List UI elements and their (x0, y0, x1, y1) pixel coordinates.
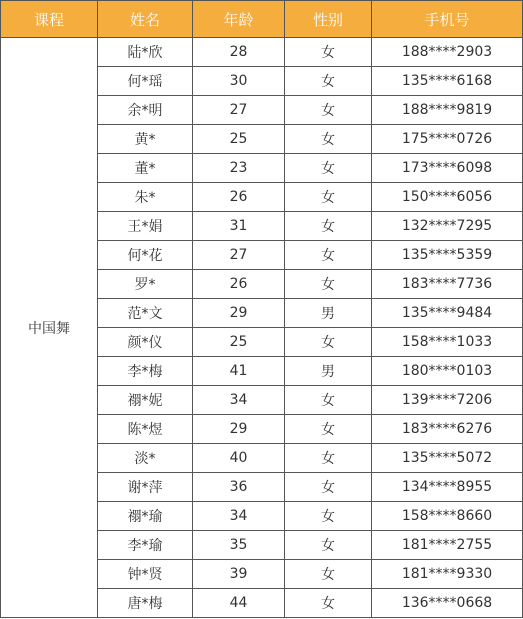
header-age: 年龄 (193, 1, 285, 38)
gender-cell: 女 (285, 560, 372, 589)
name-cell: 余*明 (98, 96, 193, 125)
age-cell: 27 (193, 96, 285, 125)
gender-cell: 女 (285, 589, 372, 618)
name-cell: 禤*妮 (98, 386, 193, 415)
phone-cell: 173****6098 (372, 154, 523, 183)
phone-cell: 188****2903 (372, 38, 523, 67)
gender-cell: 女 (285, 67, 372, 96)
age-cell: 35 (193, 531, 285, 560)
name-cell: 王*娟 (98, 212, 193, 241)
gender-cell: 女 (285, 415, 372, 444)
gender-cell: 女 (285, 502, 372, 531)
header-phone: 手机号 (372, 1, 523, 38)
gender-cell: 男 (285, 299, 372, 328)
name-cell: 董* (98, 154, 193, 183)
name-cell: 罗* (98, 270, 193, 299)
age-cell: 23 (193, 154, 285, 183)
header-course: 课程 (1, 1, 98, 38)
age-cell: 26 (193, 183, 285, 212)
phone-cell: 150****6056 (372, 183, 523, 212)
phone-cell: 135****6168 (372, 67, 523, 96)
gender-cell: 女 (285, 473, 372, 502)
age-cell: 31 (193, 212, 285, 241)
age-cell: 25 (193, 328, 285, 357)
gender-cell: 男 (285, 357, 372, 386)
gender-cell: 女 (285, 212, 372, 241)
phone-cell: 188****9819 (372, 96, 523, 125)
phone-cell: 158****1033 (372, 328, 523, 357)
age-cell: 36 (193, 473, 285, 502)
name-cell: 李*瑜 (98, 531, 193, 560)
phone-cell: 136****0668 (372, 589, 523, 618)
phone-cell: 180****0103 (372, 357, 523, 386)
gender-cell: 女 (285, 386, 372, 415)
phone-cell: 183****6276 (372, 415, 523, 444)
gender-cell: 女 (285, 531, 372, 560)
age-cell: 41 (193, 357, 285, 386)
age-cell: 29 (193, 299, 285, 328)
table-row (1, 38, 523, 67)
name-cell: 何*花 (98, 241, 193, 270)
name-cell: 谢*萍 (98, 473, 193, 502)
gender-cell: 女 (285, 328, 372, 357)
gender-cell: 女 (285, 270, 372, 299)
name-cell: 朱* (98, 183, 193, 212)
gender-cell: 女 (285, 154, 372, 183)
name-cell: 陆*欣 (98, 38, 193, 67)
phone-cell: 135****5072 (372, 444, 523, 473)
age-cell: 44 (193, 589, 285, 618)
phone-cell: 134****8955 (372, 473, 523, 502)
age-cell: 34 (193, 502, 285, 531)
header-gender: 性别 (285, 1, 372, 38)
age-cell: 26 (193, 270, 285, 299)
age-cell: 34 (193, 386, 285, 415)
name-cell: 钟*贤 (98, 560, 193, 589)
phone-cell: 181****2755 (372, 531, 523, 560)
age-cell: 29 (193, 415, 285, 444)
name-cell: 黄* (98, 125, 193, 154)
phone-cell: 175****0726 (372, 125, 523, 154)
phone-cell: 158****8660 (372, 502, 523, 531)
gender-cell: 女 (285, 444, 372, 473)
table-body (1, 38, 523, 618)
phone-cell: 135****9484 (372, 299, 523, 328)
age-cell: 27 (193, 241, 285, 270)
name-cell: 范*文 (98, 299, 193, 328)
gender-cell: 女 (285, 241, 372, 270)
gender-cell: 女 (285, 38, 372, 67)
age-cell: 25 (193, 125, 285, 154)
name-cell: 陈*煜 (98, 415, 193, 444)
phone-cell: 139****7206 (372, 386, 523, 415)
age-cell: 30 (193, 67, 285, 96)
header-name: 姓名 (98, 1, 193, 38)
gender-cell: 女 (285, 125, 372, 154)
age-cell: 28 (193, 38, 285, 67)
phone-cell: 183****7736 (372, 270, 523, 299)
phone-cell: 132****7295 (372, 212, 523, 241)
name-cell: 颜*仪 (98, 328, 193, 357)
name-cell: 禤*瑜 (98, 502, 193, 531)
phone-cell: 181****9330 (372, 560, 523, 589)
gender-cell: 女 (285, 183, 372, 212)
course-cell: 中国舞 (1, 38, 98, 618)
age-cell: 39 (193, 560, 285, 589)
phone-cell: 135****5359 (372, 241, 523, 270)
name-cell: 何*瑶 (98, 67, 193, 96)
table-header-row (1, 1, 523, 38)
name-cell: 李*梅 (98, 357, 193, 386)
age-cell: 40 (193, 444, 285, 473)
gender-cell: 女 (285, 96, 372, 125)
name-cell: 淡* (98, 444, 193, 473)
name-cell: 唐*梅 (98, 589, 193, 618)
